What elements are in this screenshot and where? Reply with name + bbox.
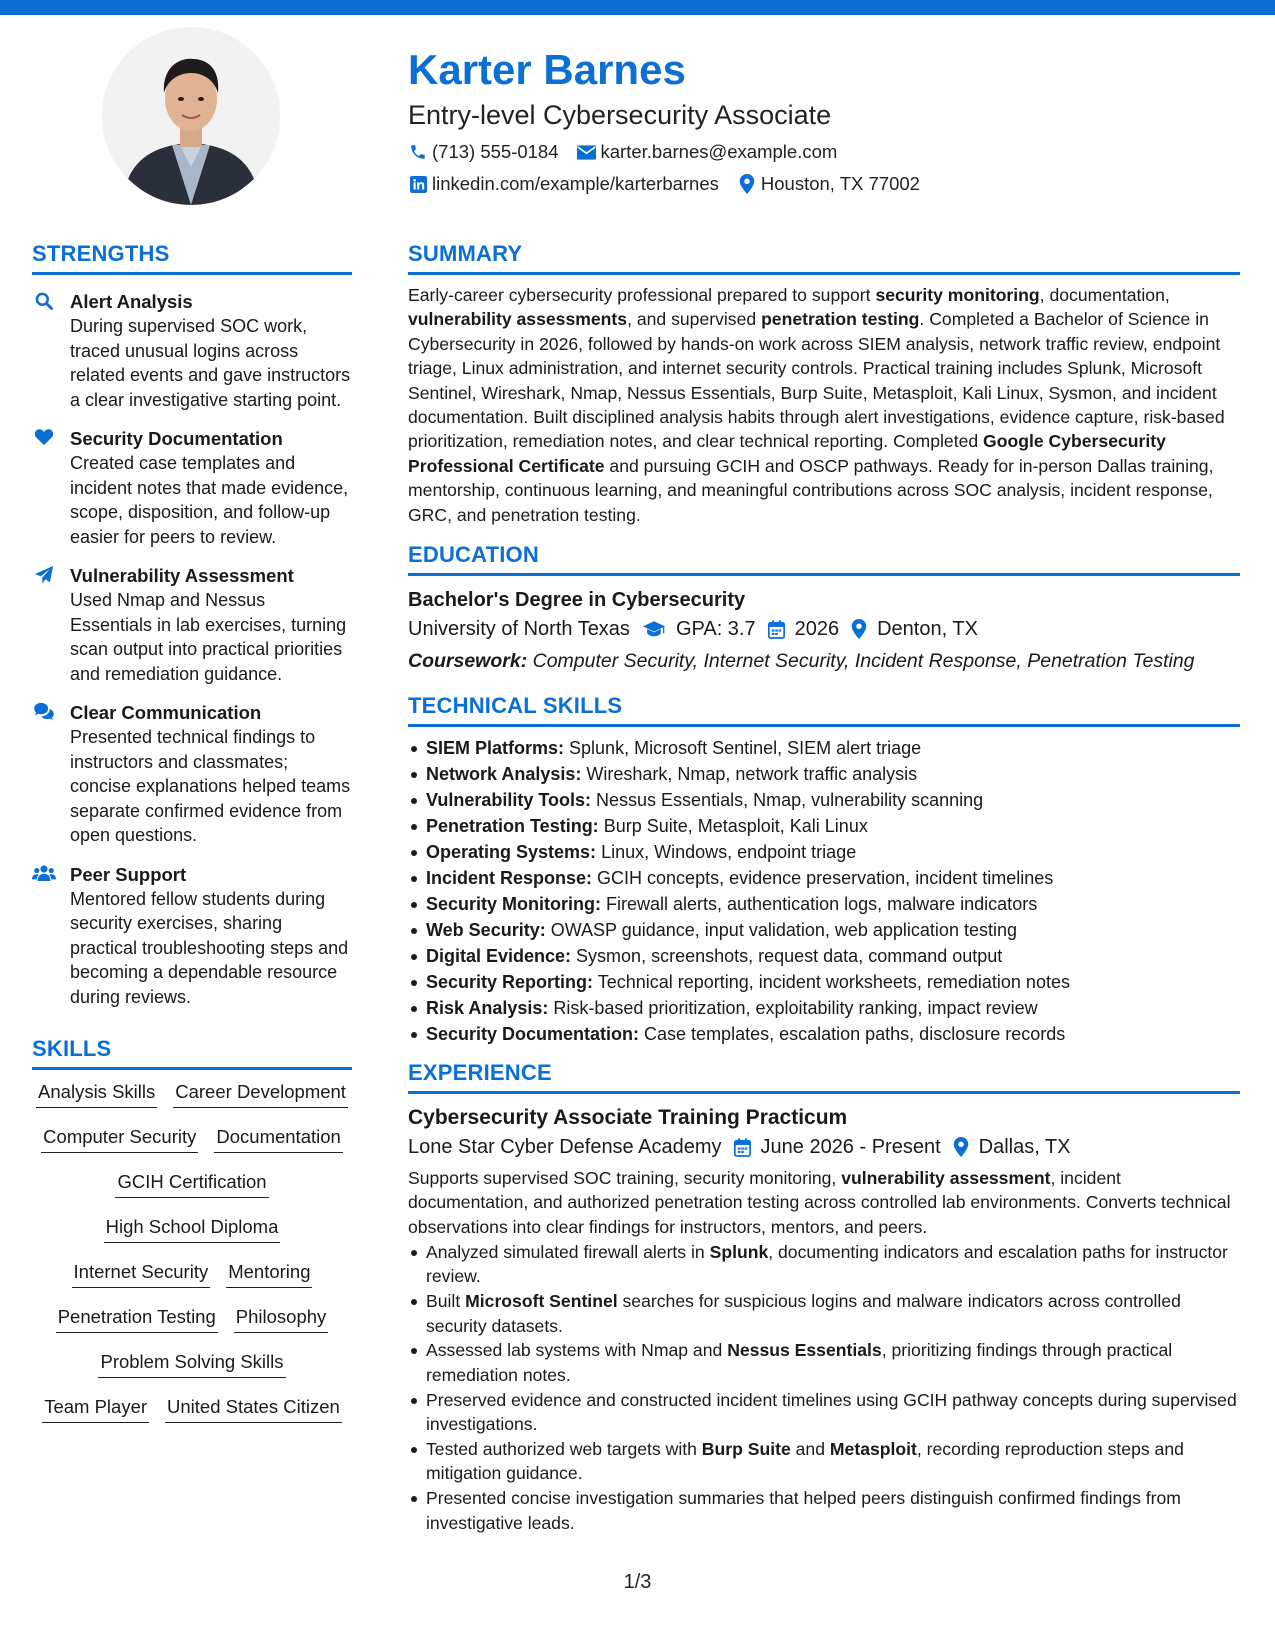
skill-row [32,1395,352,1440]
skill-category: Incident Response: [426,868,593,889]
job-bullet [408,1486,1240,1535]
text-segment: , incident documentation, and authorized penetration testing across controlled lab environments. Converts technical observations into clear findings for instructors, mentors, and peers. [408,1168,1231,1237]
job-bullet [408,1289,1240,1338]
strength-heading: Vulnerability Assessment [70,565,294,586]
strength-text: During supervised SOC work, traced unusual logins across related events and gave instructors a clear investigative starting point. [70,316,351,410]
location-text: Houston, TX 77002 [760,173,920,194]
text-segment: , prioritizing findings through practical remediation notes. [426,1340,1173,1385]
linkedin-text: linkedin.com/example/karterbarnes [432,173,719,194]
school-name: University of North Texas [408,618,630,641]
technical-skill-item [408,1021,1240,1047]
strength-heading: Security Documentation [70,428,283,449]
skill-chip: Penetration Testing [56,1305,218,1333]
bold-keyword: vulnerability assessment [841,1168,1051,1189]
skill-chip: Problem Solving Skills [98,1350,285,1378]
bold-keyword: vulnerability assessments [408,309,628,330]
strengths-heading: STRENGTHS [32,240,352,275]
contact-row-2 [408,168,1228,200]
text-segment: , and supervised [627,309,762,330]
strength-item [32,563,352,686]
text-segment: and pursuing GCIH and OSCP pathways. Ready for in-person Dallas training, mentorship, continuous learning, and meaningful contributions across SOC analysis, incident response, GRC, and penetration testing. [408,455,1214,525]
map-pin-icon [851,619,867,639]
skill-values: Burp Suite, Metasploit, Kali Linux [598,816,868,837]
text-segment: , recording reproduction steps and mitigation guidance. [426,1439,1184,1484]
summary-heading: SUMMARY [408,240,1240,275]
skill-row [32,1215,352,1260]
bold-keyword: penetration testing [761,309,920,330]
text-segment: Preserved evidence and constructed incident timelines using GCIH pathway concepts during supervised investigations. [426,1389,1237,1435]
skill-chip: Documentation [214,1125,342,1153]
email-contact[interactable] [577,141,838,163]
skill-values: Technical reporting, incident worksheets, remediation notes [593,972,1070,993]
skill-row [32,1350,352,1395]
strength-text: Used Nmap and Nessus Essentials in lab exercises, turning scan output into practical priorities and remediation guidance. [70,590,347,684]
right-column [408,240,1240,1535]
graduation-cap-icon [642,620,666,638]
bold-keyword: Burp Suite [701,1439,791,1460]
technical-skill-item [408,735,1240,761]
candidate-title: Entry-level Cybersecurity Associate [408,100,832,130]
technical-skill-item [408,891,1240,917]
skill-chip: Internet Security [72,1260,211,1288]
skill-chip: Computer Security [41,1125,198,1153]
calendar-icon [734,1138,751,1157]
page-indicator: 1/3 [623,1571,652,1593]
skill-chip: Mentoring [226,1260,312,1288]
skill-row [32,1260,352,1305]
job-details [408,1132,1240,1162]
graduation-year: 2026 [794,618,840,641]
company-name: Lone Star Cyber Defense Academy [408,1136,722,1159]
skill-category: Security Reporting: [426,972,594,993]
candidate-name: Karter Barnes [408,46,686,93]
education-heading: EDUCATION [408,541,1240,576]
coursework [408,646,1240,676]
text-segment: Built [426,1291,466,1312]
strength-item [32,700,352,848]
profile-photo [102,27,280,205]
bold-keyword: Microsoft Sentinel [465,1291,618,1312]
technical-skill-item [408,865,1240,891]
text-segment: Presented concise investigation summaries that helped peers distinguish confirmed findings from investigative leads. [426,1488,1181,1533]
job-bullet [408,1388,1240,1437]
technical-skill-item [408,917,1240,943]
job-title: Cybersecurity Associate Training Practicum [408,1106,848,1130]
text-segment: , documentation, [1039,285,1170,305]
skill-category: Penetration Testing: [426,816,599,837]
degree-name: Bachelor's Degree in Cybersecurity [408,589,746,612]
strength-text: Presented technical findings to instructors and classmates; concise explanations helped teams separate confirmed evidence from open questions. [70,727,351,845]
strength-heading: Alert Analysis [70,291,193,312]
technical-skill-item [408,761,1240,787]
left-column [32,240,352,1440]
technical-skill-item [408,969,1240,995]
skill-values: Linux, Windows, endpoint triage [596,842,857,863]
text-segment: , documenting indicators and escalation paths for instructor review. [426,1241,1228,1287]
skills-heading: SKILLS [32,1035,352,1070]
skill-values: Risk-based prioritization, exploitability ranking, impact review [548,998,1038,1019]
technical-skill-item [408,995,1240,1021]
skill-chip: GCIH Certification [115,1170,268,1198]
search-icon [32,291,56,412]
linkedin-contact[interactable] [408,173,719,195]
skill-values: Firewall alerts, authentication logs, malware indicators [601,894,1038,915]
skill-values: Case templates, escalation paths, disclosure records [639,1024,1066,1045]
text-segment: Analyzed simulated firewall alerts in [426,1241,710,1262]
text-segment: Assessed lab systems with Nmap and [426,1340,728,1361]
bold-keyword: Google Cybersecurity Professional Certificate [408,431,1166,476]
bold-keyword: Splunk [709,1241,769,1262]
phone-icon [408,142,428,162]
technical-skills-list [408,735,1240,1047]
skill-category: Security Documentation: [426,1024,640,1045]
job-bullet [408,1338,1240,1387]
phone-text: (713) 555-0184 [432,141,559,162]
map-pin-icon [737,174,757,194]
map-pin-icon [953,1137,969,1157]
summary-text [408,283,1240,527]
email-text: karter.barnes@example.com [600,141,838,162]
skill-chip: United States Citizen [165,1395,342,1423]
skill-values: Sysmon, screenshots, request data, command output [571,946,1003,967]
linkedin-icon [408,174,428,194]
text-segment: Early-career cybersecurity professional prepared to support [408,285,876,305]
coursework-list: Computer Security, Internet Security, Incident Response, Penetration Testing [532,650,1195,673]
users-icon [32,864,56,1010]
skill-values: Wireshark, Nmap, network traffic analysis [581,764,918,785]
job-bullet [408,1240,1240,1289]
top-accent-bar [0,0,1275,15]
comments-icon [32,702,56,848]
skill-category: Network Analysis: [426,764,582,785]
technical-skill-item [408,813,1240,839]
skill-category: Digital Evidence: [426,946,572,967]
text-segment: Tested authorized web targets with [426,1439,702,1460]
bold-keyword: Nessus Essentials [727,1340,882,1361]
contact-row-1 [408,136,1228,168]
technical-skill-item [408,943,1240,969]
strength-item [32,289,352,412]
skill-values: Splunk, Microsoft Sentinel, SIEM alert triage [564,738,922,759]
text-segment: . Completed a Bachelor of Science in Cybersecurity in 2026, followed by hands-on work across SIEM analysis, network traffic review, endpoint triage, Linux administration, and internet security controls. Practical training includes Splunk, Microsoft Sentinel, Wireshark, Nmap, Nessus Essentials, Burp Suite, Metasploit, Kali Linux, Sysmon, and incident documentation. Built disciplined analysis habits through alert investigations, evidence capture, risk-based prioritization, remediation notes, and clear technical reporting. Completed [408,309,1225,452]
strength-item [32,426,352,549]
skill-values: OWASP guidance, input validation, web application testing [545,920,1017,941]
school-location: Denton, TX [877,618,978,641]
education-details [408,614,1240,644]
paper-plane-icon [32,565,56,686]
calendar-icon [768,620,785,639]
job-description [408,1166,1240,1239]
skill-row [32,1080,352,1125]
job-bullet [408,1437,1240,1486]
text-segment: Supports supervised SOC training, security monitoring, [408,1168,842,1189]
bold-keyword: security monitoring [875,285,1040,305]
skill-chip: High School Diploma [104,1215,281,1243]
skill-values: Nessus Essentials, Nmap, vulnerability scanning [591,790,984,811]
strength-item [32,862,352,1010]
skill-chip: Philosophy [234,1305,329,1333]
skill-row [32,1305,352,1350]
skill-row [32,1125,352,1170]
job-dates: June 2026 - Present [760,1136,941,1159]
skill-category: SIEM Platforms: [426,738,565,759]
skill-chip: Team Player [42,1395,149,1423]
technical-skills-heading: TECHNICAL SKILLS [408,692,1240,727]
skill-category: Security Monitoring: [426,894,601,915]
phone-contact[interactable] [408,141,559,163]
gpa-text: GPA: 3.7 [675,618,756,641]
heart-icon [32,428,56,549]
experience-heading: EXPERIENCE [408,1059,1240,1094]
coursework-label: Coursework: [408,650,528,673]
location-contact [737,173,920,195]
strength-heading: Peer Support [70,863,187,885]
technical-skill-item [408,787,1240,813]
text-segment: searches for suspicious logins and malware indicators across controlled security datasets. [426,1291,1181,1336]
resume-header [408,42,1228,200]
skill-category: Operating Systems: [426,842,597,863]
skill-category: Web Security: [426,920,546,941]
strength-text: Mentored fellow students during security exercises, sharing practical troubleshooting steps and becoming a dependable resource during reviews. [70,888,349,1007]
technical-skill-item [408,839,1240,865]
skill-row [32,1170,352,1215]
strength-heading: Clear Communication [70,702,262,723]
job-location: Dallas, TX [978,1136,1071,1159]
skill-values: GCIH concepts, evidence preservation, incident timelines [592,868,1054,889]
job-bullets [408,1240,1240,1535]
skills-grid [32,1080,352,1440]
skill-chip: Career Development [173,1080,348,1108]
strength-text: Created case templates and incident notes that made evidence, scope, disposition, and follow-up easier for peers to review. [70,453,349,547]
skill-category: Vulnerability Tools: [426,790,592,811]
skill-chip: Analysis Skills [36,1080,157,1108]
bold-keyword: Metasploit [829,1439,917,1460]
skill-category: Risk Analysis: [426,998,549,1019]
envelope-icon [577,142,597,162]
text-segment: and [790,1439,830,1460]
